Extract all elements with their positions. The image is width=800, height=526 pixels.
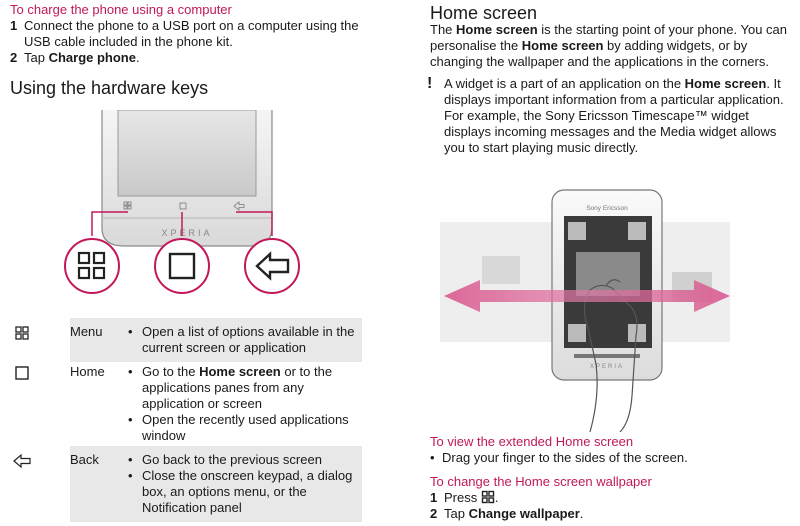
step-text: Tap Charge phone. (24, 50, 140, 65)
key-description: • Go back to the previous screen (124, 452, 362, 468)
key-description: • Open the recently used applications window (124, 412, 362, 444)
note-exclamation-icon: ! (427, 75, 433, 92)
home-key-row (10, 364, 362, 444)
step-text: Tap Change wallpaper. (444, 506, 584, 521)
step-text: Press . (444, 490, 499, 505)
phone-brand-label: XPERIA (161, 228, 213, 238)
key-name: Back (70, 452, 99, 467)
illustration-phone-label: XPERIA (589, 364, 625, 370)
home-key-callout (155, 239, 209, 293)
wallpaper-step-1 (430, 490, 790, 506)
change-wallpaper-task-heading: To change the Home screen wallpaper (430, 474, 652, 489)
menu-key-icon (481, 490, 495, 504)
hardware-keys-heading: Using the hardware keys (10, 78, 209, 98)
home-screen-intro: The Home screen is the starting point of your phone. You can personalise the Home screen by adding widgets, or by changing the wallpaper and the applications in the corners. (430, 22, 788, 69)
key-description: • Open a list of options available in the current screen or application (124, 324, 362, 356)
charge-step-1 (10, 18, 370, 50)
illustration-brand: Sony Ericsson (586, 205, 628, 212)
step-number: 1 (10, 18, 18, 33)
view-extended-task-heading: To view the extended Home screen (430, 434, 634, 449)
step-text: Connect the phone to a USB port on a computer using the USB cable included in the phone kit. (24, 18, 359, 49)
view-extended-bullet: • Drag your finger to the sides of the screen. (430, 450, 688, 465)
home-screen-heading: Home screen (430, 3, 538, 23)
step-number: 2 (10, 50, 18, 65)
phone-hardware-keys-illustration (58, 110, 318, 300)
widget-note: A widget is a part of an application on the Home screen. It displays important information from a particular application. For example, the Sony Ericsson Timescape™ widget displays incoming messages and the Media widget allows you to start playing music directly. (444, 76, 784, 155)
menu-key-row (10, 324, 362, 358)
back-key-icon (12, 452, 32, 472)
extended-home-screen-illustration (440, 186, 740, 432)
charge-task-heading: To charge the phone using a computer (10, 2, 232, 17)
menu-key-icon (12, 324, 32, 344)
key-name: Menu (70, 324, 103, 339)
key-name: Home (70, 364, 105, 379)
key-description: • Go to the Home screen or to the applications panes from any application or screen (124, 364, 362, 412)
phone-screen (118, 110, 256, 196)
step-number: 2 (430, 506, 438, 521)
menu-key-callout (65, 239, 119, 293)
charge-step-2 (10, 50, 370, 66)
home-key-icon (12, 364, 32, 384)
back-key-row (10, 452, 362, 518)
wallpaper-step-2 (430, 506, 790, 522)
step-number: 1 (430, 490, 438, 505)
back-key-callout (245, 239, 299, 293)
key-description: • Close the onscreen keypad, a dialog box, an options menu, or the Notification panel (124, 468, 362, 516)
